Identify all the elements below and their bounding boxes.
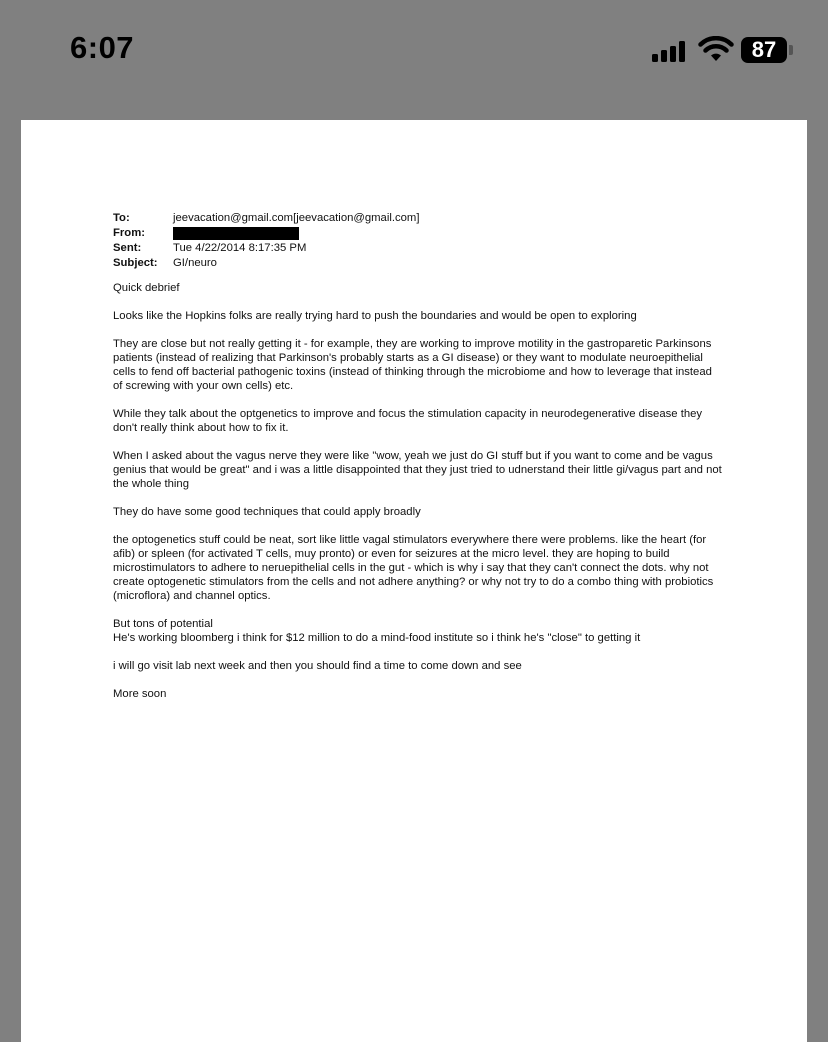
body-paragraph: the optogenetics stuff could be neat, sort like little vagal stimulators everywhere there were problems. like the heart (for afib) or spleen (for activated T cells, muy pronto) or even for seizures at the micro level. they are hoping to build microstimulators to adhere to neruepithelial cells in the gut - which is why i say that they can't connect the dots. why not create optogenetic stimulators from the cells and not adhere anything? or why not try to do a combo thing with probiotics (microflora) and channel optics. (113, 534, 714, 602)
from-row (113, 226, 723, 241)
body-paragraph: Quick debrief (113, 282, 180, 294)
body-paragraph: While they talk about the optgenetics to improve and focus the stimulation capacity in neurodegenerative disease they don't really think about how to fix it. (113, 408, 703, 434)
body-paragraph: More soon (113, 688, 167, 700)
document-page (21, 120, 807, 1042)
subject-value: GI/neuro (173, 257, 217, 269)
redaction-bar (173, 227, 299, 240)
battery-icon: 87 (741, 37, 787, 63)
to-value: jeevacation@gmail.com[jeevacation@gmail.com] (173, 212, 420, 224)
battery-tip (789, 45, 793, 55)
wifi-icon (698, 36, 734, 64)
sent-value: Tue 4/22/2014 8:17:35 PM (173, 242, 307, 254)
status-time: 6:07 (70, 30, 135, 65)
email-body (113, 281, 723, 701)
body-paragraph: He's working bloomberg i think for $12 million to do a mind-food institute so i think he's "close" to getting it (113, 632, 641, 644)
sent-label: Sent: (113, 242, 142, 254)
body-paragraph: They do have some good techniques that could apply broadly (113, 506, 421, 518)
cellular-signal-icon (652, 40, 690, 62)
body-paragraph: Looks like the Hopkins folks are really trying hard to push the boundaries and would be open to exploring (113, 310, 637, 322)
body-paragraph: They are close but not really getting it - for example, they are working to improve motility in the gastroparetic Parkinsons patients (instead of realizing that Parkinson's probably starts as a GI disease) or they want to modulate neuroepithelial cells to fend off bacterial pathogenic toxins (instead of thinking through the microbiome and how to leverage that instead of screwing with your own cells) etc. (113, 338, 712, 392)
to-row (113, 211, 723, 226)
from-label: From: (113, 227, 146, 239)
subject-label: Subject: (113, 257, 158, 269)
sent-row (113, 241, 723, 256)
email-printout (113, 211, 723, 715)
status-bar (0, 0, 828, 100)
subject-row (113, 256, 723, 271)
body-paragraph: But tons of potential (113, 618, 213, 630)
body-paragraph: When I asked about the vagus nerve they were like "wow, yeah we just do GI stuff but if you want to come and be vagus genius that would be great" and i was a little disappointed that they just tried to udnerstand their little gi/vagus part and not the whole thing (113, 450, 722, 490)
body-paragraph: i will go visit lab next week and then you should find a time to come down and see (113, 660, 522, 672)
to-label: To: (113, 212, 130, 224)
